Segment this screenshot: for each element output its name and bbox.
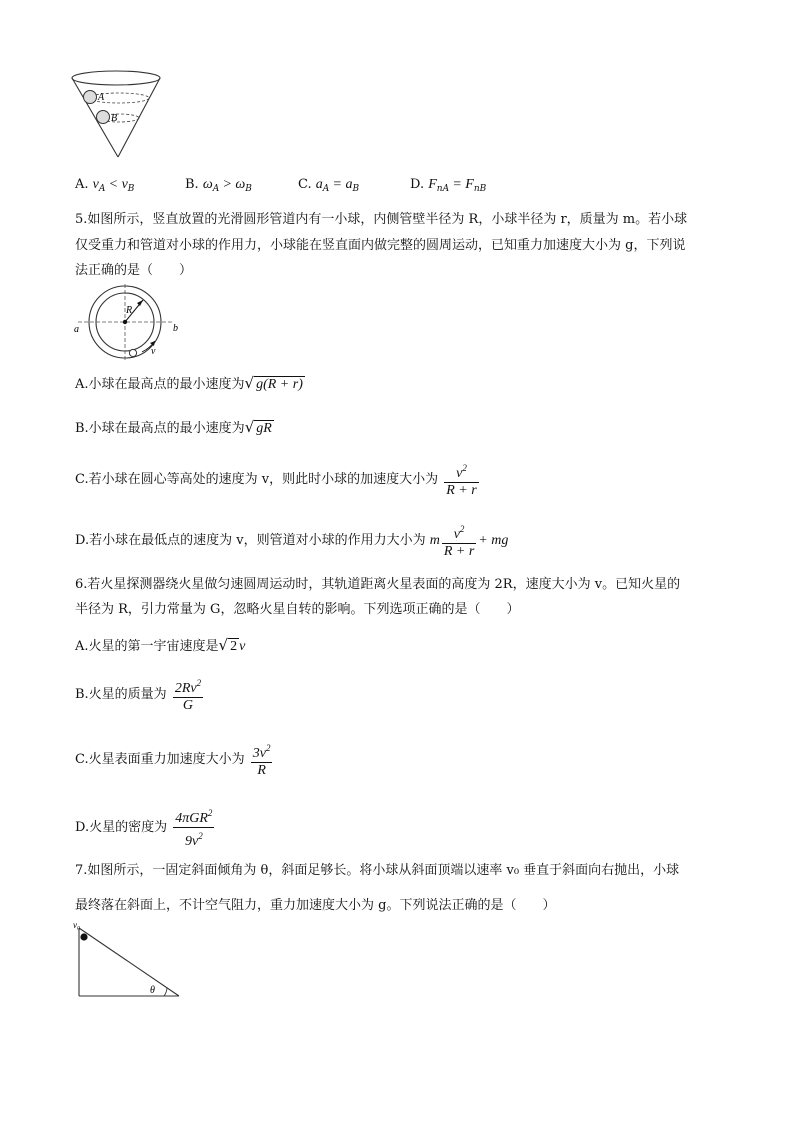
q4-option-a: A. $v_A < v_B$ xyxy=(75,177,135,194)
label-a: A xyxy=(98,92,105,103)
label-b: B xyxy=(111,113,118,124)
q5-option-b: B.小球在最高点的最小速度为√ gR xyxy=(75,418,272,436)
q5-stem-line-2: 仅受重力和管道对小球的作用力，小球能在竖直面内做完整的圆周运动，已知重力加速度大小为 g，下列说 xyxy=(75,238,686,253)
q5-option-c: C.若小球在圆心等高处的速度为 v，则此时小球的加速度大小为 $\frac{v^2}{R + r}$ xyxy=(75,460,481,499)
projectile-ball xyxy=(80,933,87,940)
q6-option-a: A.火星的第一宇宙速度是√ 2 v xyxy=(75,636,246,654)
q6-option-b: B.火星的质量为 $\frac{2Rv^2}{G}$ xyxy=(75,675,205,714)
q6-option-d: D.火星的密度为 $\frac{4\pi GR^2}{9v^2}$ xyxy=(75,805,216,850)
label-theta: θ xyxy=(150,985,155,996)
q6-stem-line-1: 6.若火星探测器绕火星做匀速圆周运动时，其轨道距离火星表面的高度为 2R，速度大小为 v。已知火星的 xyxy=(75,577,681,592)
circular-pipe-figure xyxy=(70,280,185,362)
q7-stem-line-2: 最终落在斜面上，不计空气阻力，重力加速度大小为 g。下列说法正确的是（ ） xyxy=(75,898,556,913)
label-R: R xyxy=(126,305,133,316)
q5-stem-line-1: 5.如图所示，竖直放置的光滑圆形管道内有一小球，内侧管壁半径为 R，小球半径为 r，质量为 m。若小球 xyxy=(75,212,688,227)
pipe-ball xyxy=(129,349,136,356)
q4-option-b: B. $\omega_A > \omega_B$ xyxy=(185,177,252,194)
incline-figure xyxy=(70,918,185,1000)
cone-figure xyxy=(70,64,164,160)
q7-stem-line-1: 7.如图所示，一固定斜面倾角为 θ，斜面足够长。将小球从斜面顶端以速率 v₀ 垂直于斜面向右抛出，小球 xyxy=(75,863,680,878)
q6-option-c: C.火星表面重力加速度大小为 $\frac{3v^2}{R}$ xyxy=(75,740,274,779)
ball-a xyxy=(84,91,97,104)
ball-b xyxy=(97,111,110,124)
q5-stem-line-3: 法正确的是（ ） xyxy=(75,263,193,278)
label-a: a xyxy=(74,324,79,335)
q6-stem-line-2: 半径为 R，引力常量为 G，忽略火星自转的影响。下列选项正确的是（ ） xyxy=(75,602,520,617)
label-b: b xyxy=(173,323,178,334)
q4-option-c: C. $a_A = a_B$ xyxy=(298,177,360,194)
q5-option-a: A.小球在最高点的最小速度为√ g(R + r) xyxy=(75,374,303,392)
q5-option-d: D.若小球在最低点的速度为 v，则管道对小球的作用力大小为 m $\frac{v^2}{R + r}$ + mg xyxy=(75,521,508,560)
q4-option-d: D. $F_{nA} = F_{nB}$ xyxy=(410,177,487,194)
label-v: v xyxy=(151,346,156,357)
label-v0: v₀ xyxy=(73,920,81,930)
